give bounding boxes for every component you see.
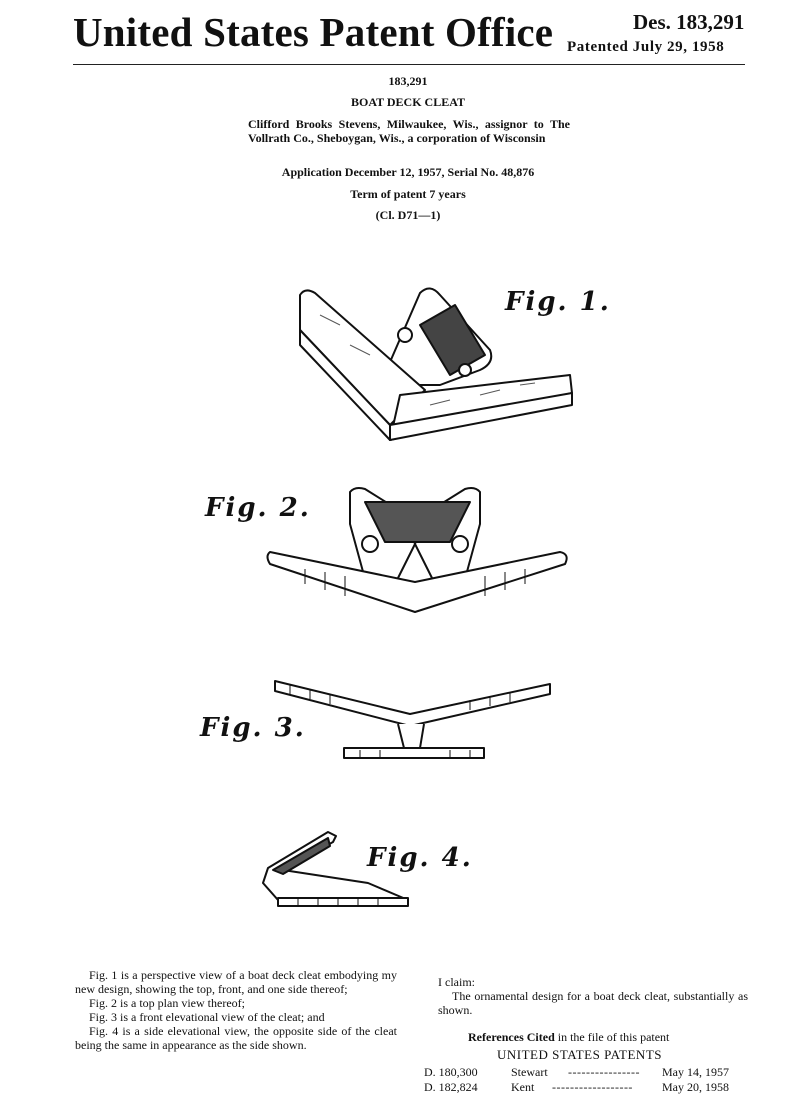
patent-title: BOAT DECK CLEAT	[350, 95, 466, 109]
fig2-label: Fig. 2.	[205, 493, 311, 523]
references-heading-rest: in the file of this patent	[554, 1030, 670, 1044]
inventor-info: Clifford Brooks Stevens, Milwaukee, Wis., assignor to The Vollrath Co., Sheboygan, Wis., a corporation of Wisconsin	[248, 117, 570, 145]
fig4-label: Fig. 4.	[367, 843, 473, 873]
fig3-label: Fig. 3.	[200, 713, 306, 743]
reference-date: May 14, 1957	[662, 1065, 729, 1079]
patent-term: Term of patent 7 years	[350, 187, 466, 201]
reference-name: Kent	[511, 1080, 535, 1094]
reference-date: May 20, 1958	[662, 1080, 729, 1094]
fig1-label: Fig. 1.	[505, 287, 611, 317]
reference-number: D. 182,824	[424, 1080, 478, 1094]
fig2-drawing	[265, 484, 585, 624]
figure-descriptions	[75, 968, 397, 1052]
reference-leader: ------------------	[552, 1080, 633, 1094]
patented-date: Patented July 29, 1958	[567, 39, 725, 55]
claim-section	[438, 975, 748, 1017]
application-info: Application December 12, 1957, Serial No. 48,876	[281, 165, 535, 179]
references-heading	[468, 1030, 669, 1045]
design-number: Des. 183,291	[633, 10, 745, 34]
reference-row	[424, 1065, 749, 1079]
reference-row	[424, 1080, 749, 1094]
patent-number: 183,291	[388, 74, 428, 88]
reference-leader: ----------------	[568, 1065, 640, 1079]
header-rule	[73, 64, 745, 65]
reference-name: Stewart	[511, 1065, 548, 1079]
desc-fig3: Fig. 3 is a front elevational view of the cleat; and	[89, 1010, 325, 1024]
office-title: United States Patent Office	[73, 9, 554, 55]
desc-fig2: Fig. 2 is a top plan view thereof;	[89, 996, 245, 1010]
classification: (Cl. D71—1)	[375, 208, 441, 222]
fig3-drawing	[270, 676, 555, 762]
claim-text: The ornamental design for a boat deck cleat, substantially as shown.	[438, 989, 748, 1017]
desc-fig1: Fig. 1 is a perspective view of a boat deck cleat embodying my new design, showing the top, front, and one side thereof;	[75, 968, 397, 996]
reference-number: D. 180,300	[424, 1065, 478, 1079]
references-heading-bold: References Cited	[468, 1030, 555, 1044]
us-patents-heading: UNITED STATES PATENTS	[497, 1047, 662, 1062]
claim-heading: I claim:	[438, 975, 475, 989]
desc-fig4: Fig. 4 is a side elevational view, the opposite side of the cleat being the same in appearance as the side shown.	[75, 1024, 397, 1052]
